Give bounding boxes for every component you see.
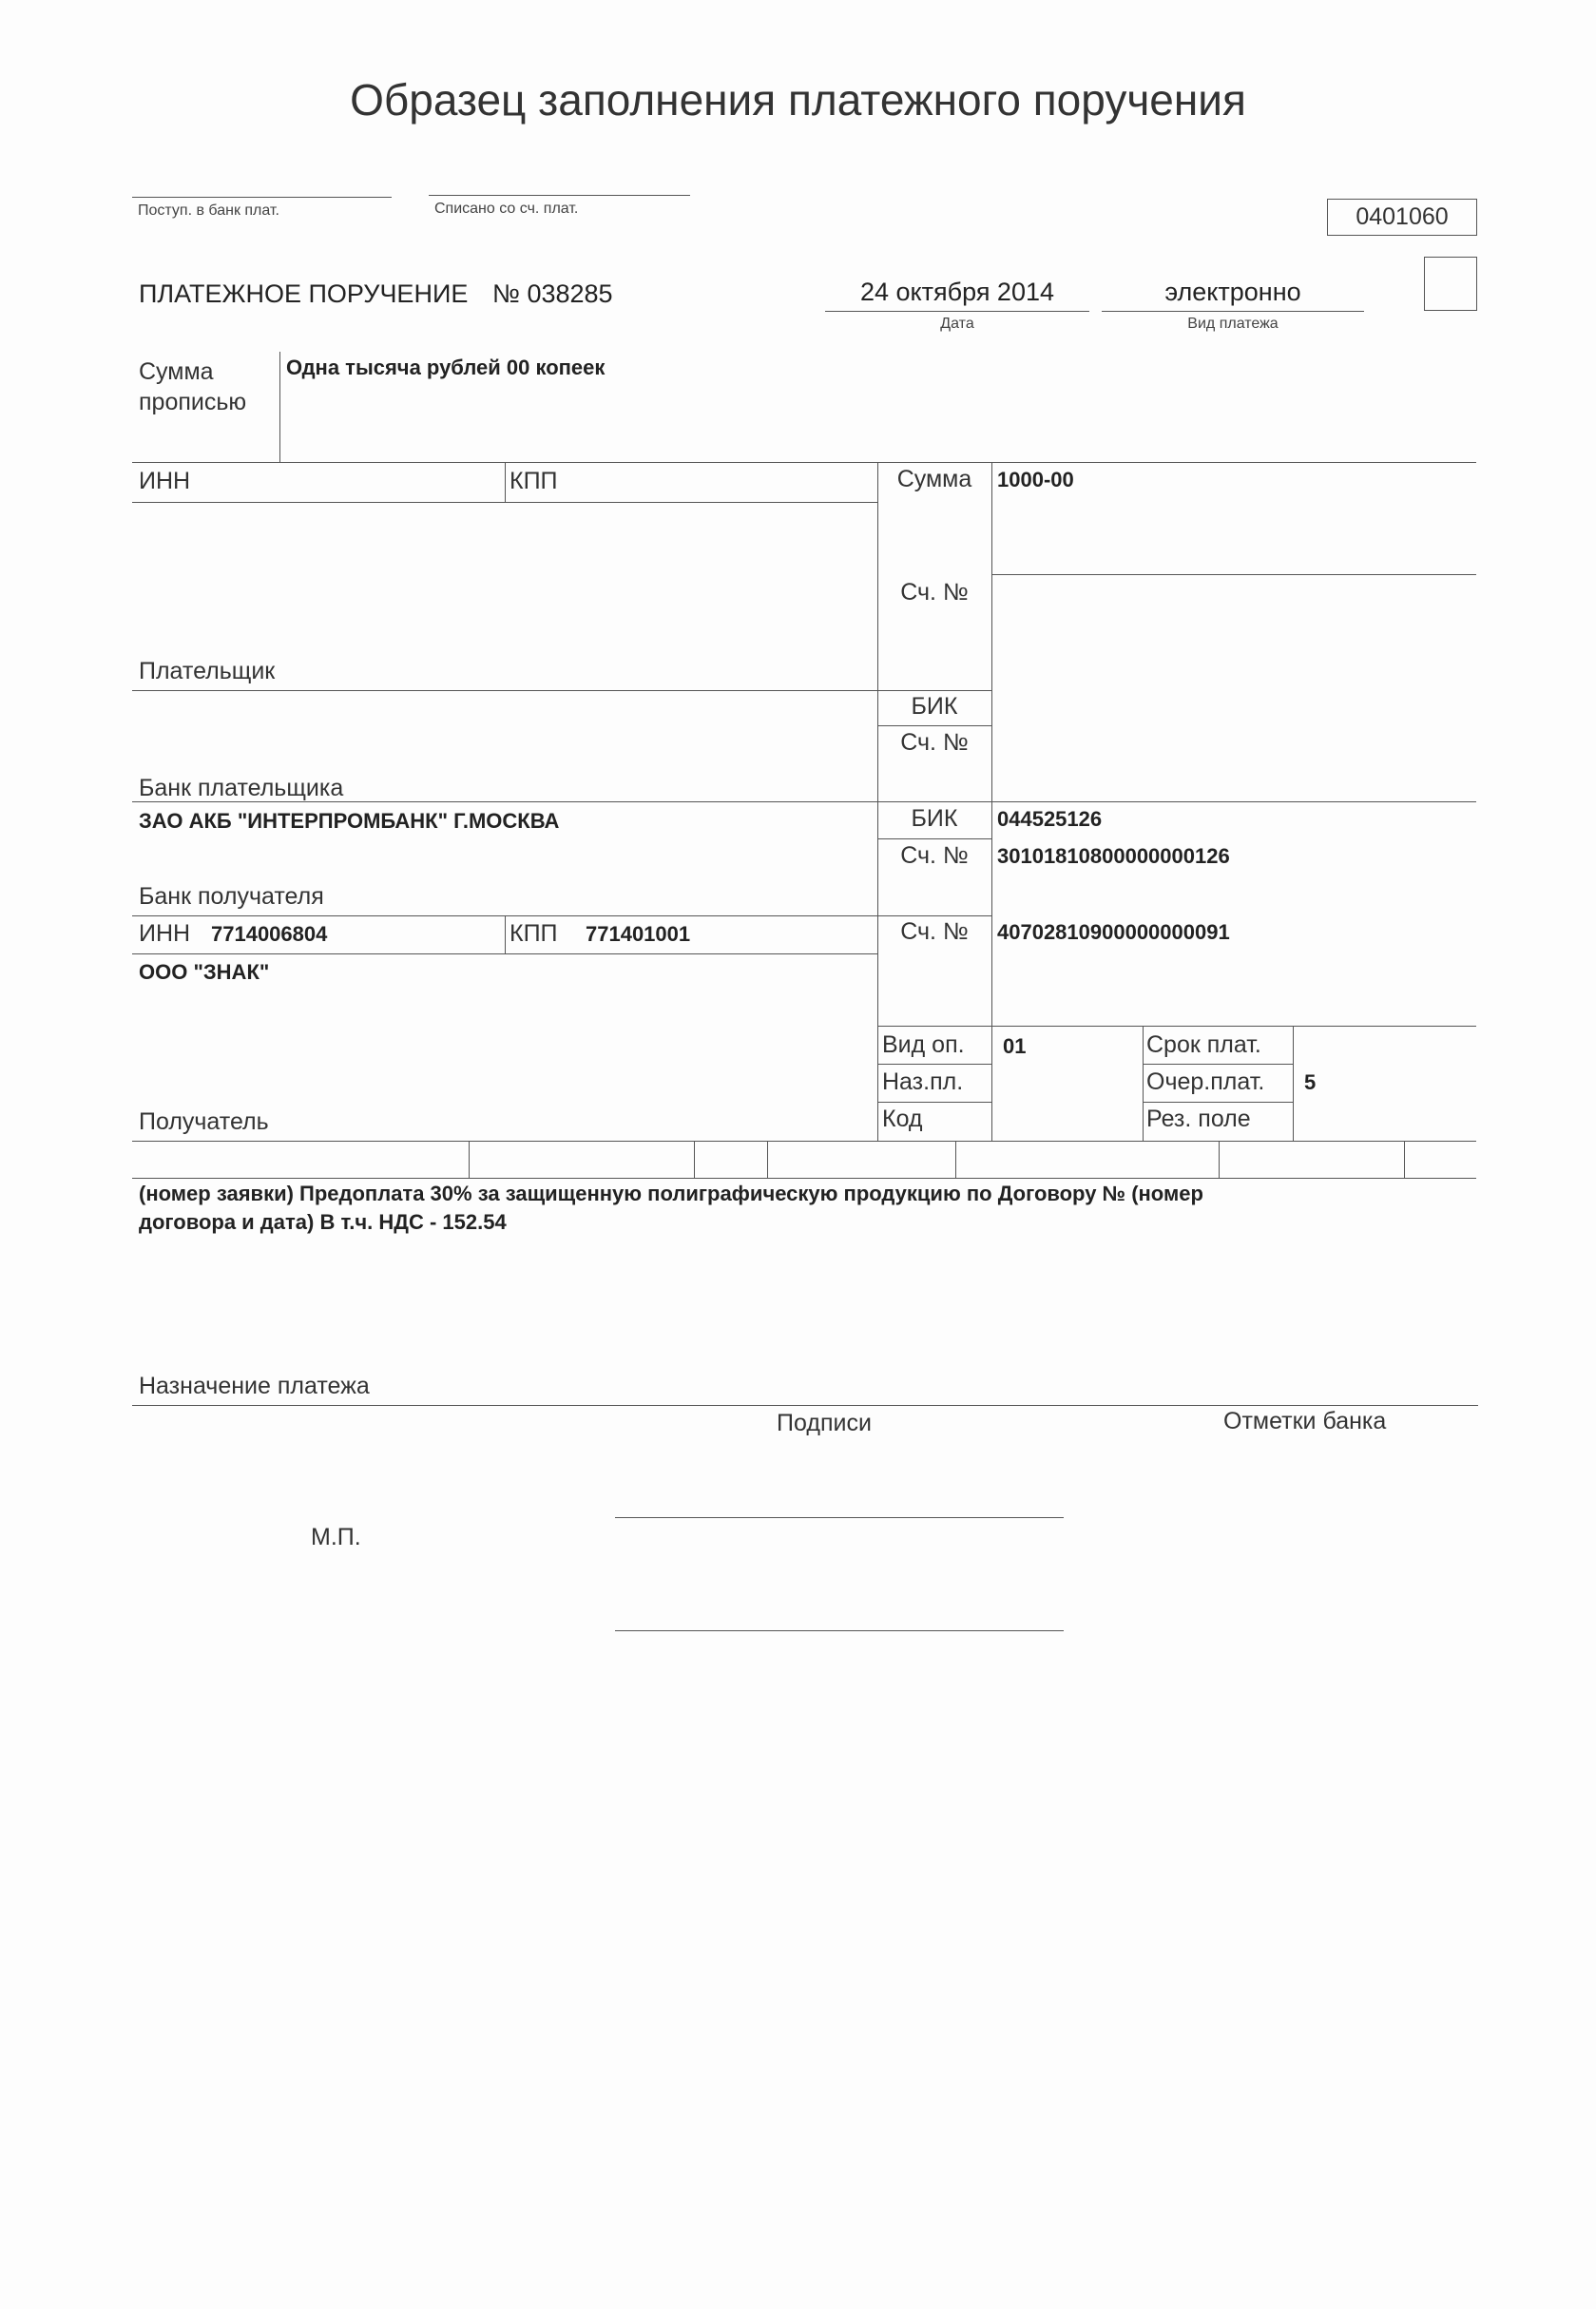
- amount-words-value: Одна тысяча рублей 00 копеек: [286, 356, 606, 379]
- debited-label: Списано со сч. плат.: [434, 201, 579, 217]
- form-code-box: [1327, 199, 1477, 236]
- payer-inn-kpp-divider: [505, 462, 506, 502]
- tax-cell-divider-5: [1219, 1141, 1220, 1178]
- payer-bank-bottom-line: [132, 801, 1476, 802]
- payee-inn-kpp-divider: [505, 915, 506, 953]
- payee-bank-name: ЗАО АКБ "ИНТЕРПРОМБАНК" Г.МОСКВА: [139, 809, 560, 833]
- payer-bank-account-label: Сч. №: [900, 729, 969, 756]
- codes-row2-line-left: [877, 1102, 991, 1103]
- codes-row2-line-right: [1143, 1102, 1293, 1103]
- payer-bottom-line: [132, 690, 991, 691]
- amount-words-bottom-line: [132, 462, 1476, 463]
- purpose-bottom-line: [132, 1405, 1478, 1406]
- tax-cell-divider-2: [694, 1141, 695, 1178]
- reserved-label: Рез. поле: [1146, 1106, 1251, 1132]
- payee-kpp-label: КПП: [510, 920, 558, 947]
- order-title: ПЛАТЕЖНОЕ ПОРУЧЕНИЕ: [139, 279, 469, 308]
- code-label: Код: [882, 1106, 923, 1132]
- payee-bik-line: [877, 838, 991, 839]
- sum-value: 1000-00: [997, 468, 1074, 491]
- tax-cell-divider-4: [955, 1141, 956, 1178]
- payment-type: электронно: [1164, 278, 1301, 306]
- date-line: [825, 311, 1089, 312]
- payee-bank-bik: 044525126: [997, 807, 1103, 831]
- purpose-line-2: договора и дата) В т.ч. НДС - 152.54: [139, 1210, 507, 1234]
- payer-account-label: Сч. №: [900, 579, 969, 606]
- status-box: [1424, 257, 1477, 311]
- payee-bottom-line: [132, 1141, 1476, 1142]
- purpose-label: Назначение платежа: [139, 1373, 370, 1399]
- signature-line-1: [615, 1517, 1064, 1518]
- tax-cell-divider-6: [1404, 1141, 1405, 1178]
- received-line: [132, 197, 392, 198]
- payee-inn-line: [132, 953, 877, 954]
- purpose-code-label: Наз.пл.: [882, 1068, 964, 1095]
- priority-label: Очер.плат.: [1146, 1068, 1265, 1095]
- op-type-label: Вид оп.: [882, 1031, 965, 1058]
- order-date: 24 октября 2014: [859, 278, 1055, 306]
- codes-top-line: [877, 1026, 1476, 1027]
- order-number: № 038285: [492, 279, 613, 308]
- payer-inn-line: [132, 502, 877, 503]
- stamp-label: М.П.: [311, 1524, 361, 1550]
- amount-words-label: Сумма прописью: [139, 358, 247, 415]
- codes-row1-line-left: [877, 1064, 991, 1065]
- payee-account: 40702810900000000091: [997, 920, 1230, 944]
- sum-bottom-line: [991, 574, 1476, 575]
- amount-words-divider: [279, 352, 280, 462]
- payee-label: Получатель: [139, 1108, 269, 1135]
- payment-type-label: Вид платежа: [1187, 316, 1279, 332]
- deadline-label: Срок плат.: [1146, 1031, 1261, 1058]
- op-type-value: 01: [1003, 1034, 1027, 1058]
- payer-inn-label: ИНН: [139, 468, 191, 494]
- codes-right-divider: [1293, 1026, 1294, 1142]
- debited-line: [429, 195, 690, 196]
- payer-label: Плательщик: [139, 658, 276, 684]
- payee-bank-bottom-line: [132, 915, 991, 916]
- payer-bank-label: Банк плательщика: [139, 775, 344, 801]
- tax-row-bottom-line: [132, 1178, 1476, 1179]
- received-label: Поступ. в банк плат.: [138, 202, 279, 219]
- payee-bank-account-label: Сч. №: [900, 842, 969, 869]
- purpose-line-1: (номер заявки) Предоплата 30% за защищенную полиграфическую продукцию по Договору № (номер: [139, 1182, 1203, 1205]
- payee-account-label: Сч. №: [900, 918, 969, 945]
- payee-bank-label: Банк получателя: [139, 883, 324, 910]
- date-label: Дата: [940, 316, 974, 332]
- tax-cell-divider-3: [767, 1141, 768, 1178]
- tax-cell-divider-1: [469, 1141, 470, 1178]
- payer-kpp-label: КПП: [510, 468, 558, 494]
- form-code: 0401060: [1356, 203, 1449, 230]
- payee-bank-bik-label: БИК: [911, 805, 958, 832]
- bank-marks-label: Отметки банка: [1223, 1408, 1387, 1434]
- payee-kpp: 771401001: [586, 922, 691, 946]
- priority-value: 5: [1304, 1070, 1317, 1094]
- payee-inn: 7714006804: [211, 922, 328, 946]
- sum-label: Сумма: [896, 466, 972, 492]
- payee-bank-account: 30101810800000000126: [997, 844, 1230, 868]
- payee-inn-label: ИНН: [139, 920, 191, 947]
- payee-name: ООО "ЗНАК": [139, 960, 270, 984]
- payment-type-line: [1102, 311, 1364, 312]
- codes-row1-line-right: [1143, 1064, 1293, 1065]
- payer-bank-bik-label: БИК: [911, 693, 958, 720]
- document-title: Образец заполнения платежного поручения: [350, 75, 1246, 125]
- signatures-label: Подписи: [777, 1410, 872, 1436]
- signature-line-2: [615, 1630, 1064, 1631]
- payer-bik-line: [877, 725, 991, 726]
- codes-mid-divider: [1143, 1026, 1144, 1142]
